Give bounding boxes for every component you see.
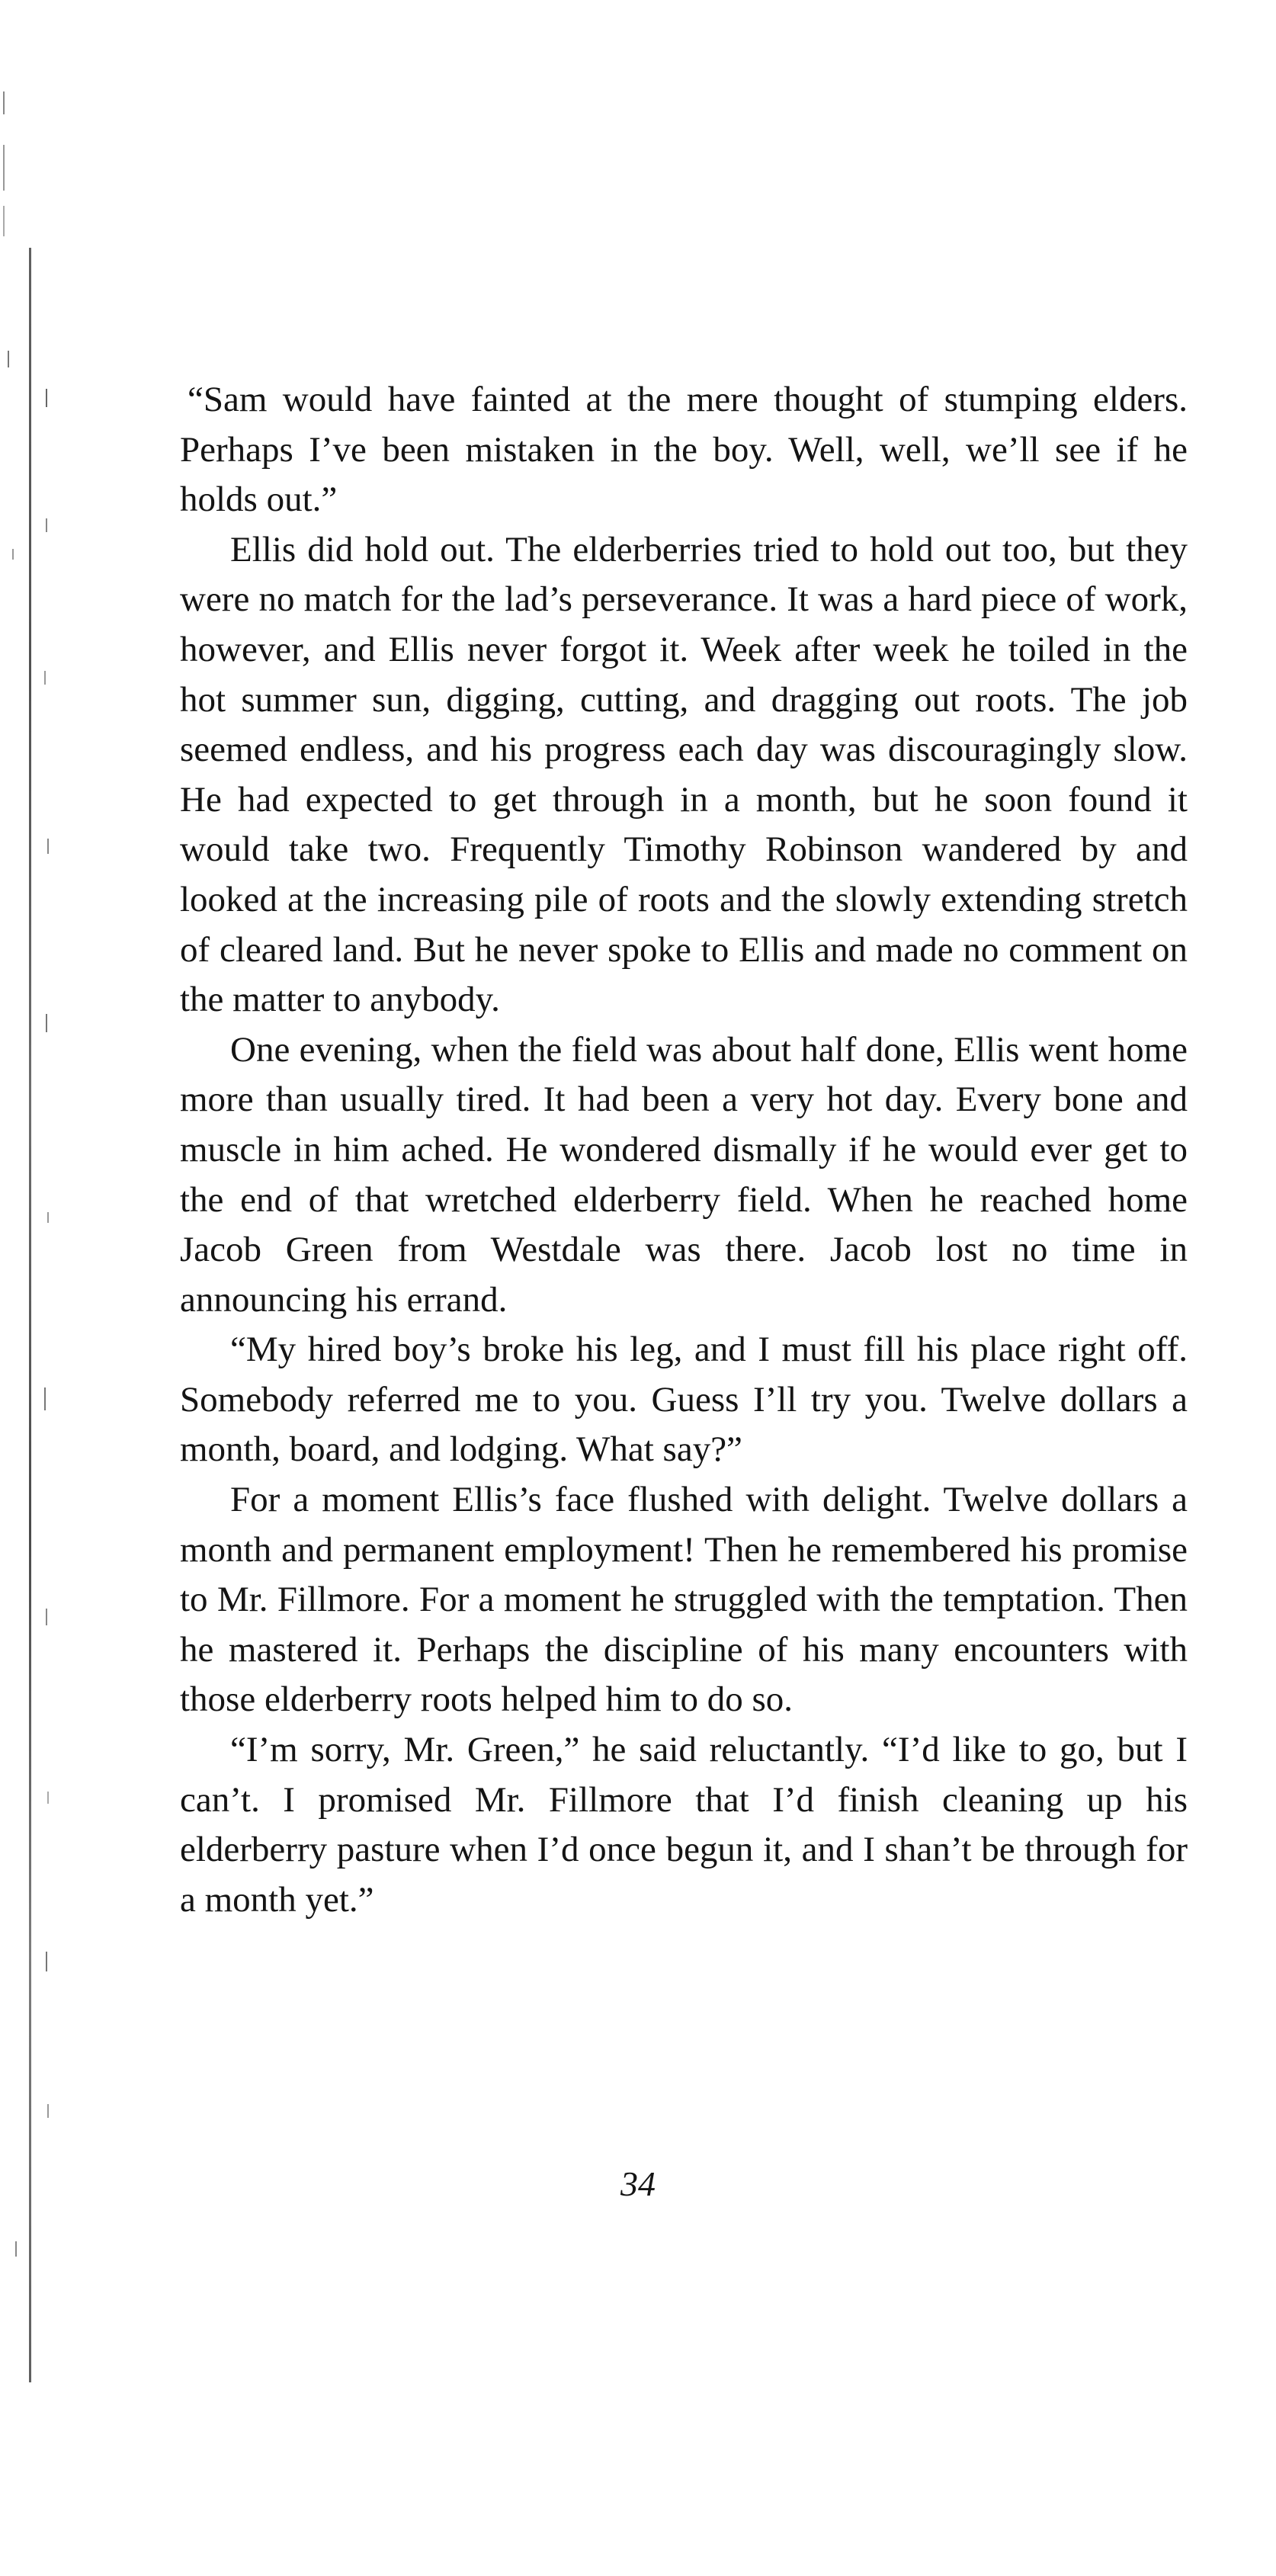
paragraph: “My hired boy’s broke his leg, and I must fill his place right off. Somebody referred me to you. Guess I’ll try you. Twelve dollars a month, board, and lodging. What say?” — [180, 1330, 1188, 1470]
paragraph: One evening, when the field was about half done, Ellis went home more than usually tired. It had been a very hot day. Every bone and muscle in him ached. He wondered dismally if he would ever get to the end of that wretched elderberry field. When he reached home Jacob Green from Westdale was there. Jacob lost no time in announcing his errand. — [180, 1029, 1188, 1320]
paragraph: For a moment Ellis’s face flushed with delight. Twelve dollars a month and permanent employment! Then he remembered his promise to Mr. Fillmore. For a moment he struggled with the temptation. Then he mastered it. Perhaps the discipline of his many encounters with those elderberry roots helped him to do so. — [180, 1480, 1188, 1720]
body-text — [180, 375, 1188, 1925]
paragraph: Ellis did hold out. The elderberries tried to hold out too, but they were no match for the lad’s perseverance. It was a hard piece of work, however, and Ellis never forgot it. Week after week he toiled in the hot summer sun, digging, cutting, and dragging out roots. The job seemed endless, and his progress each day was discouragingly slow. He had expected to get through in a month, but he soon found it would take two. Frequently Timothy Robinson wandered by and looked at the increasing pile of roots and the slowly extending stretch of cleared land. But he never spoke to Ellis and made no comment on the matter to anybody. — [180, 529, 1188, 1020]
page-number: 34 — [620, 2164, 656, 2203]
paragraph: “Sam would have fainted at the mere thought of stumping elders. Perhaps I’ve been mistaken in the boy. Well, well, we’ll see if he holds out.” — [180, 380, 1188, 520]
scan-specks — [0, 91, 61, 2379]
paragraph: “I’m sorry, Mr. Green,” he said reluctantly. “I’d like to go, but I can’t. I promised Mr. Fillmore that I’d finish cleaning up his elderberry pasture when I’d once begun it, and I shan’t be through for a month yet.” — [180, 1730, 1188, 1920]
